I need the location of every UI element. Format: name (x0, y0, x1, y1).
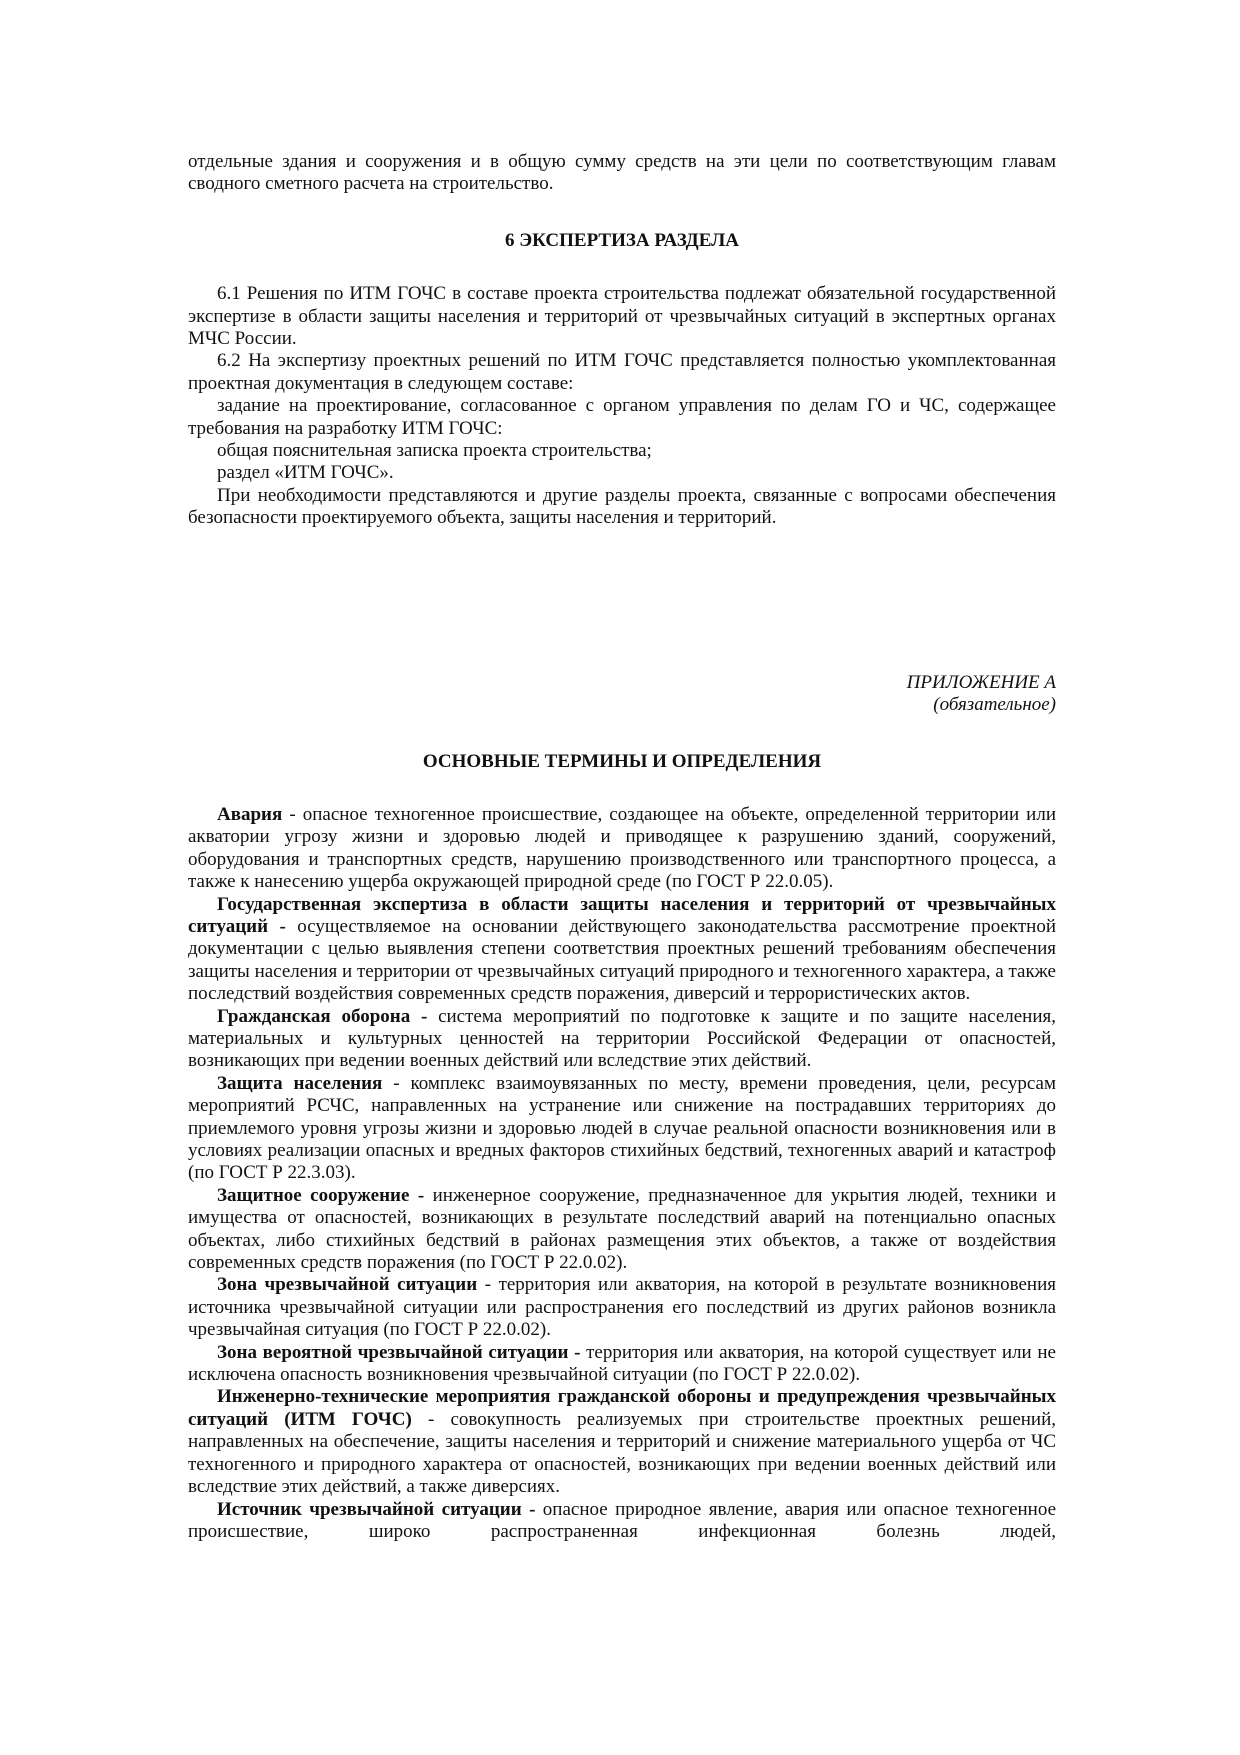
term-name: Авария (217, 803, 283, 825)
term-definition: осуществляемое на основании действующего законодательства рассмотрение проектной документации с целью выявления степени соответствия проектных решений требованиям обеспечения защиты населения и территории от чрезвычайных ситуаций природного и техногенного характера, а также последствий воздействия современных средств поражения, диверсий и террористических актов. (188, 915, 1056, 1005)
list-item-assignment: задание на проектирование, согласованное с органом управления по делам ГО и ЧС, содержащее требования на разработку ИТМ ГОЧС: (188, 395, 1056, 439)
term-name: Гражданская оборона - (217, 1005, 428, 1027)
term-definition: - совокупность реализуемых при строительстве проектных решений, направленных на обеспечение, защиты населения и территорий и снижение материального ущерба от ЧС техногенного и природного характера от опасностей, возникающих при ведении военных действий или вследствие этих действий, а также диверсиях. (188, 1408, 1057, 1498)
term-entry (188, 1073, 1056, 1185)
list-item-itm-section: раздел «ИТМ ГОЧС». (217, 462, 394, 484)
paragraph-6-2: 6.2 На экспертизу проектных решений по ИТМ ГОЧС представляется полностью укомплектованная проектная документация в следующем составе: (188, 350, 1056, 394)
term-definition: инженерное сооружение, предназначенное для укрытия людей, техники и имущества от опасностей, возникающих в результате последствий аварий на потенциально опасных объектах, либо стихийных бедствий в районах размещения этих объектов, а также от воздействия современных средств поражения (по ГОСТ Р 22.0.02). (188, 1184, 1056, 1274)
term-definition: система мероприятий по подготовке к защите и по защите населения, материальных и культурных ценностей на территории Российской Федерации от опасностей, возникающих при ведении военных действий или вследствие этих действий. (188, 1005, 1056, 1072)
term-entry (188, 1386, 1056, 1498)
document-page (188, 151, 1056, 1543)
term-definition: - опасное техногенное происшествие, создающее на объекте, определенной территории или акватории угрозу жизни и здоровью людей и приводящее к разрушению зданий, сооружений, оборудования и транспортных средств, нарушению производственного или транспортного процесса, а также к нанесению ущерба окружающей природной среде (по ГОСТ Р 22.0.05). (188, 803, 1056, 893)
term-entry (188, 1342, 1056, 1387)
paragraph-other-sections: При необходимости представляются и другие разделы проекта, связанные с вопросами обеспечения безопасности проектируемого объекта, защиты населения и территорий. (188, 484, 1056, 529)
intro-paragraph: отдельные здания и сооружения и в общую сумму средств на эти цели по соответствующим главам сводного сметного расчета на строительство. (188, 151, 1056, 195)
term-name: Защита населения (217, 1072, 383, 1094)
term-definition: - комплекс взаимоувязанных по месту, времени проведения, цели, ресурсам мероприятий РСЧС, направленных на устранение или снижение на пострадавших территориях до приемлемого уровня угрозы жизни и здоровью людей в случае реальной опасности возникновения или в условиях реализации опасных и вредных факторов стихийных бедствий, техногенных аварий и катастроф (по ГОСТ Р 22.3.03). (188, 1072, 1056, 1184)
term-entry (188, 894, 1056, 1006)
paragraph-6-1: 6.1 Решения по ИТМ ГОЧС в составе проекта строительства подлежат обязательной государственной экспертизе в области защиты населения и территорий от чрезвычайных ситуаций в экспертных органах МЧС России. (188, 283, 1056, 350)
term-name: Зона вероятной чрезвычайной ситуации - (217, 1341, 581, 1363)
list-item-explanatory-note: общая пояснительная записка проекта строительства; (217, 440, 652, 462)
term-entry (188, 1006, 1056, 1073)
term-entry (188, 1274, 1056, 1341)
term-definition: опасное природное явление, авария или опасное техногенное происшествие, широко распространенная инфекционная болезнь людей, (188, 1498, 1057, 1542)
term-name: Источник чрезвычайной ситуации - (217, 1498, 536, 1520)
appendix-label: ПРИЛОЖЕНИЕ А (906, 671, 1056, 693)
term-definition: территория или акватория, на которой существует или не исключена опасность возникновения чрезвычайной ситуации (по ГОСТ Р 22.0.02). (188, 1341, 1056, 1386)
term-definition: - территория или акватория, на которой в результате возникновения источника чрезвычайной ситуации или распространения его последствий из других районов возникла чрезвычайная ситуация (по ГОСТ Р 22.0.02). (188, 1274, 1056, 1341)
term-name: Защитное сооружение - (217, 1184, 425, 1206)
term-entry (188, 1499, 1056, 1544)
term-name: Государственная экспертиза в области защиты населения и территорий от чрезвычайных ситуаций - (188, 893, 1056, 937)
appendix-title: ОСНОВНЫЕ ТЕРМИНЫ И ОПРЕДЕЛЕНИЯ (422, 750, 822, 772)
term-name: Зона чрезвычайной ситуации (217, 1274, 478, 1296)
term-name: Инженерно-технические мероприятия гражданской обороны и предупреждения чрезвычайных ситуаций (ИТМ ГОЧС) (188, 1386, 1056, 1430)
appendix-note: (обязательное) (933, 694, 1056, 716)
term-entry (188, 1185, 1056, 1275)
term-entry (188, 804, 1056, 894)
section-6-heading: 6 ЭКСПЕРТИЗА РАЗДЕЛА (504, 229, 740, 251)
